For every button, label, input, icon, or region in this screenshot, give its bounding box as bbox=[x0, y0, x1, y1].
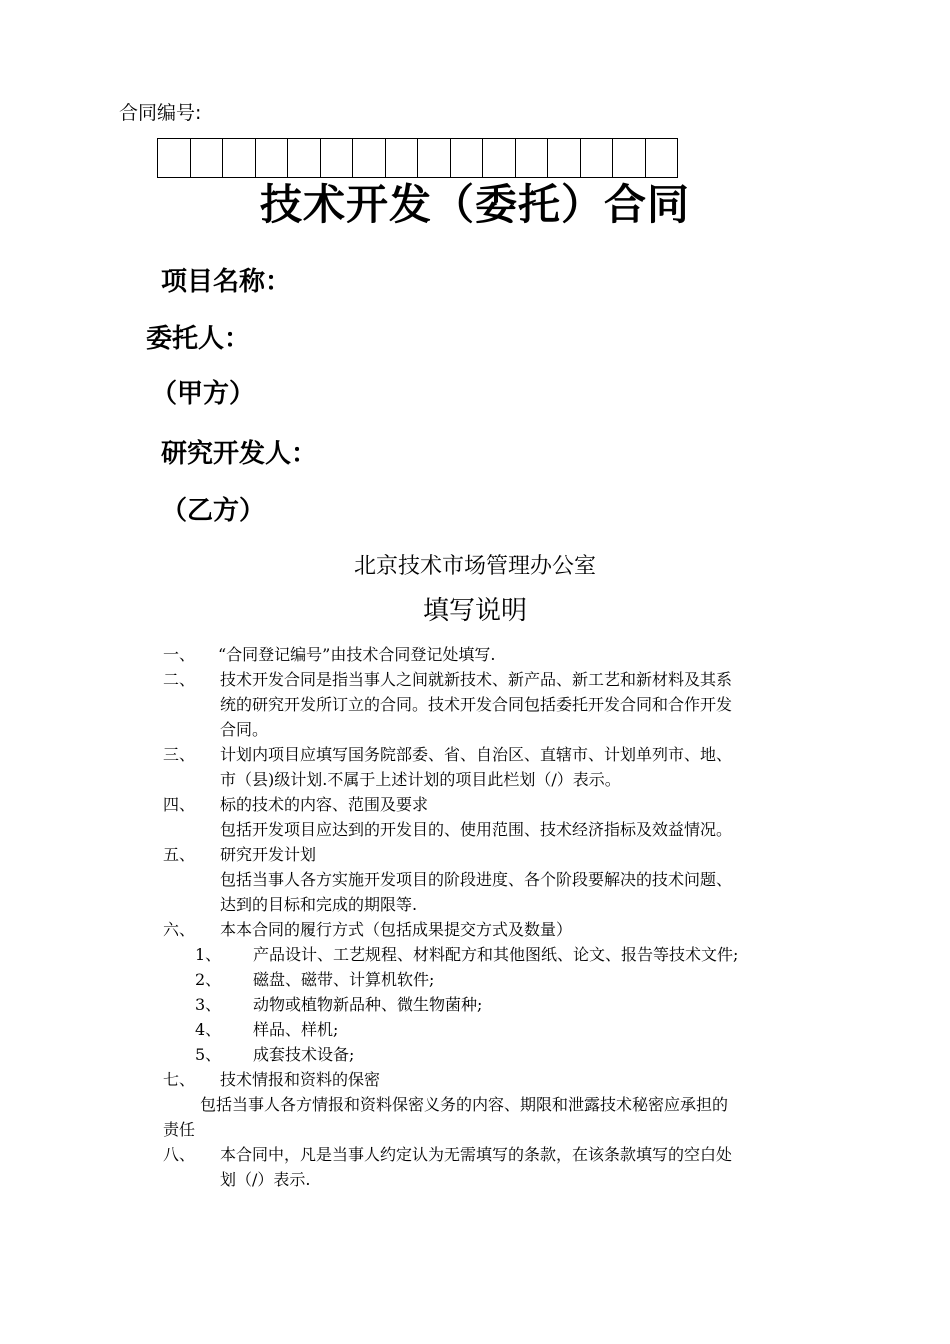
item-number: 二、 bbox=[163, 670, 196, 689]
item-text: 标的技术的内容、范围及要求 bbox=[220, 795, 429, 814]
item-text: 本本合同的履行方式（包括成果提交方式及数量） bbox=[220, 920, 573, 939]
sub-item-text: 磁盘、磁带、计算机软件; bbox=[253, 970, 435, 989]
party-a-label: （甲方） bbox=[151, 379, 256, 409]
item-text: 市（县)级计划.不属于上述计划的项目此栏划（/）表示。 bbox=[220, 770, 621, 789]
issuing-office: 北京技术市场管理办公室 bbox=[353, 554, 596, 579]
item-text: 包括当事人各方情报和资料保密义务的内容、期限和泄露技术秘密应承担的 bbox=[200, 1095, 729, 1114]
item-number: 一、 bbox=[163, 645, 196, 664]
sub-item-number: 3、 bbox=[195, 995, 222, 1014]
sub-item-number: 4、 bbox=[195, 1020, 222, 1039]
item-text: 包括当事人各方实施开发项目的阶段进度、各个阶段要解决的技术问题、 bbox=[220, 870, 733, 889]
client-label: 委托人： bbox=[146, 324, 251, 354]
item-text: 责任 bbox=[163, 1120, 196, 1139]
instructions-title: 填写说明 bbox=[422, 596, 527, 626]
developer-label: 研究开发人： bbox=[161, 439, 318, 469]
item-text: 计划内项目应填写国务院部委、省、自治区、直辖市、计划单列市、地、 bbox=[220, 745, 733, 764]
sub-item-number: 1、 bbox=[195, 945, 222, 964]
item-text: 本合同中，凡是当事人约定认为无需填写的条款，在该条款填写的空白处 bbox=[220, 1145, 733, 1164]
item-text: 划（/）表示. bbox=[220, 1170, 311, 1189]
item-number: 三、 bbox=[163, 745, 196, 764]
item-text: “合同登记编号”由技术合同登记处填写. bbox=[218, 645, 496, 664]
sub-item-text: 产品设计、工艺规程、材料配方和其他图纸、论文、报告等技术文件; bbox=[253, 945, 739, 964]
contract-number-label: 合同编号: bbox=[119, 102, 202, 124]
item-text: 统的研究开发所订立的合同。技术开发合同包括委托开发合同和合作开发 bbox=[220, 695, 733, 714]
sub-item-number: 5、 bbox=[195, 1045, 222, 1064]
item-text: 技术情报和资料的保密 bbox=[220, 1070, 381, 1089]
sub-item-text: 样品、样机; bbox=[253, 1020, 339, 1039]
item-number: 七、 bbox=[163, 1070, 196, 1089]
item-number: 四、 bbox=[163, 795, 196, 814]
document-title: 技术开发（委托）合同 bbox=[259, 180, 690, 229]
item-number: 五、 bbox=[163, 845, 196, 864]
item-text: 技术开发合同是指当事人之间就新技术、新产品、新工艺和新材料及其系 bbox=[220, 670, 733, 689]
item-number: 八、 bbox=[163, 1145, 196, 1164]
item-number: 六、 bbox=[163, 920, 196, 939]
item-text: 包括开发项目应达到的开发目的、使用范围、技术经济指标及效益情况。 bbox=[220, 820, 733, 839]
sub-item-number: 2、 bbox=[195, 970, 222, 989]
sub-item-text: 动物或植物新品种、微生物菌种; bbox=[253, 995, 483, 1014]
item-text: 达到的目标和完成的期限等. bbox=[220, 895, 418, 914]
project-name-label: 项目名称： bbox=[161, 267, 292, 297]
item-text: 合同。 bbox=[220, 720, 269, 739]
item-text: 研究开发计划 bbox=[220, 845, 317, 864]
party-b-label: （乙方） bbox=[161, 496, 266, 526]
sub-item-text: 成套技术设备; bbox=[253, 1045, 355, 1064]
